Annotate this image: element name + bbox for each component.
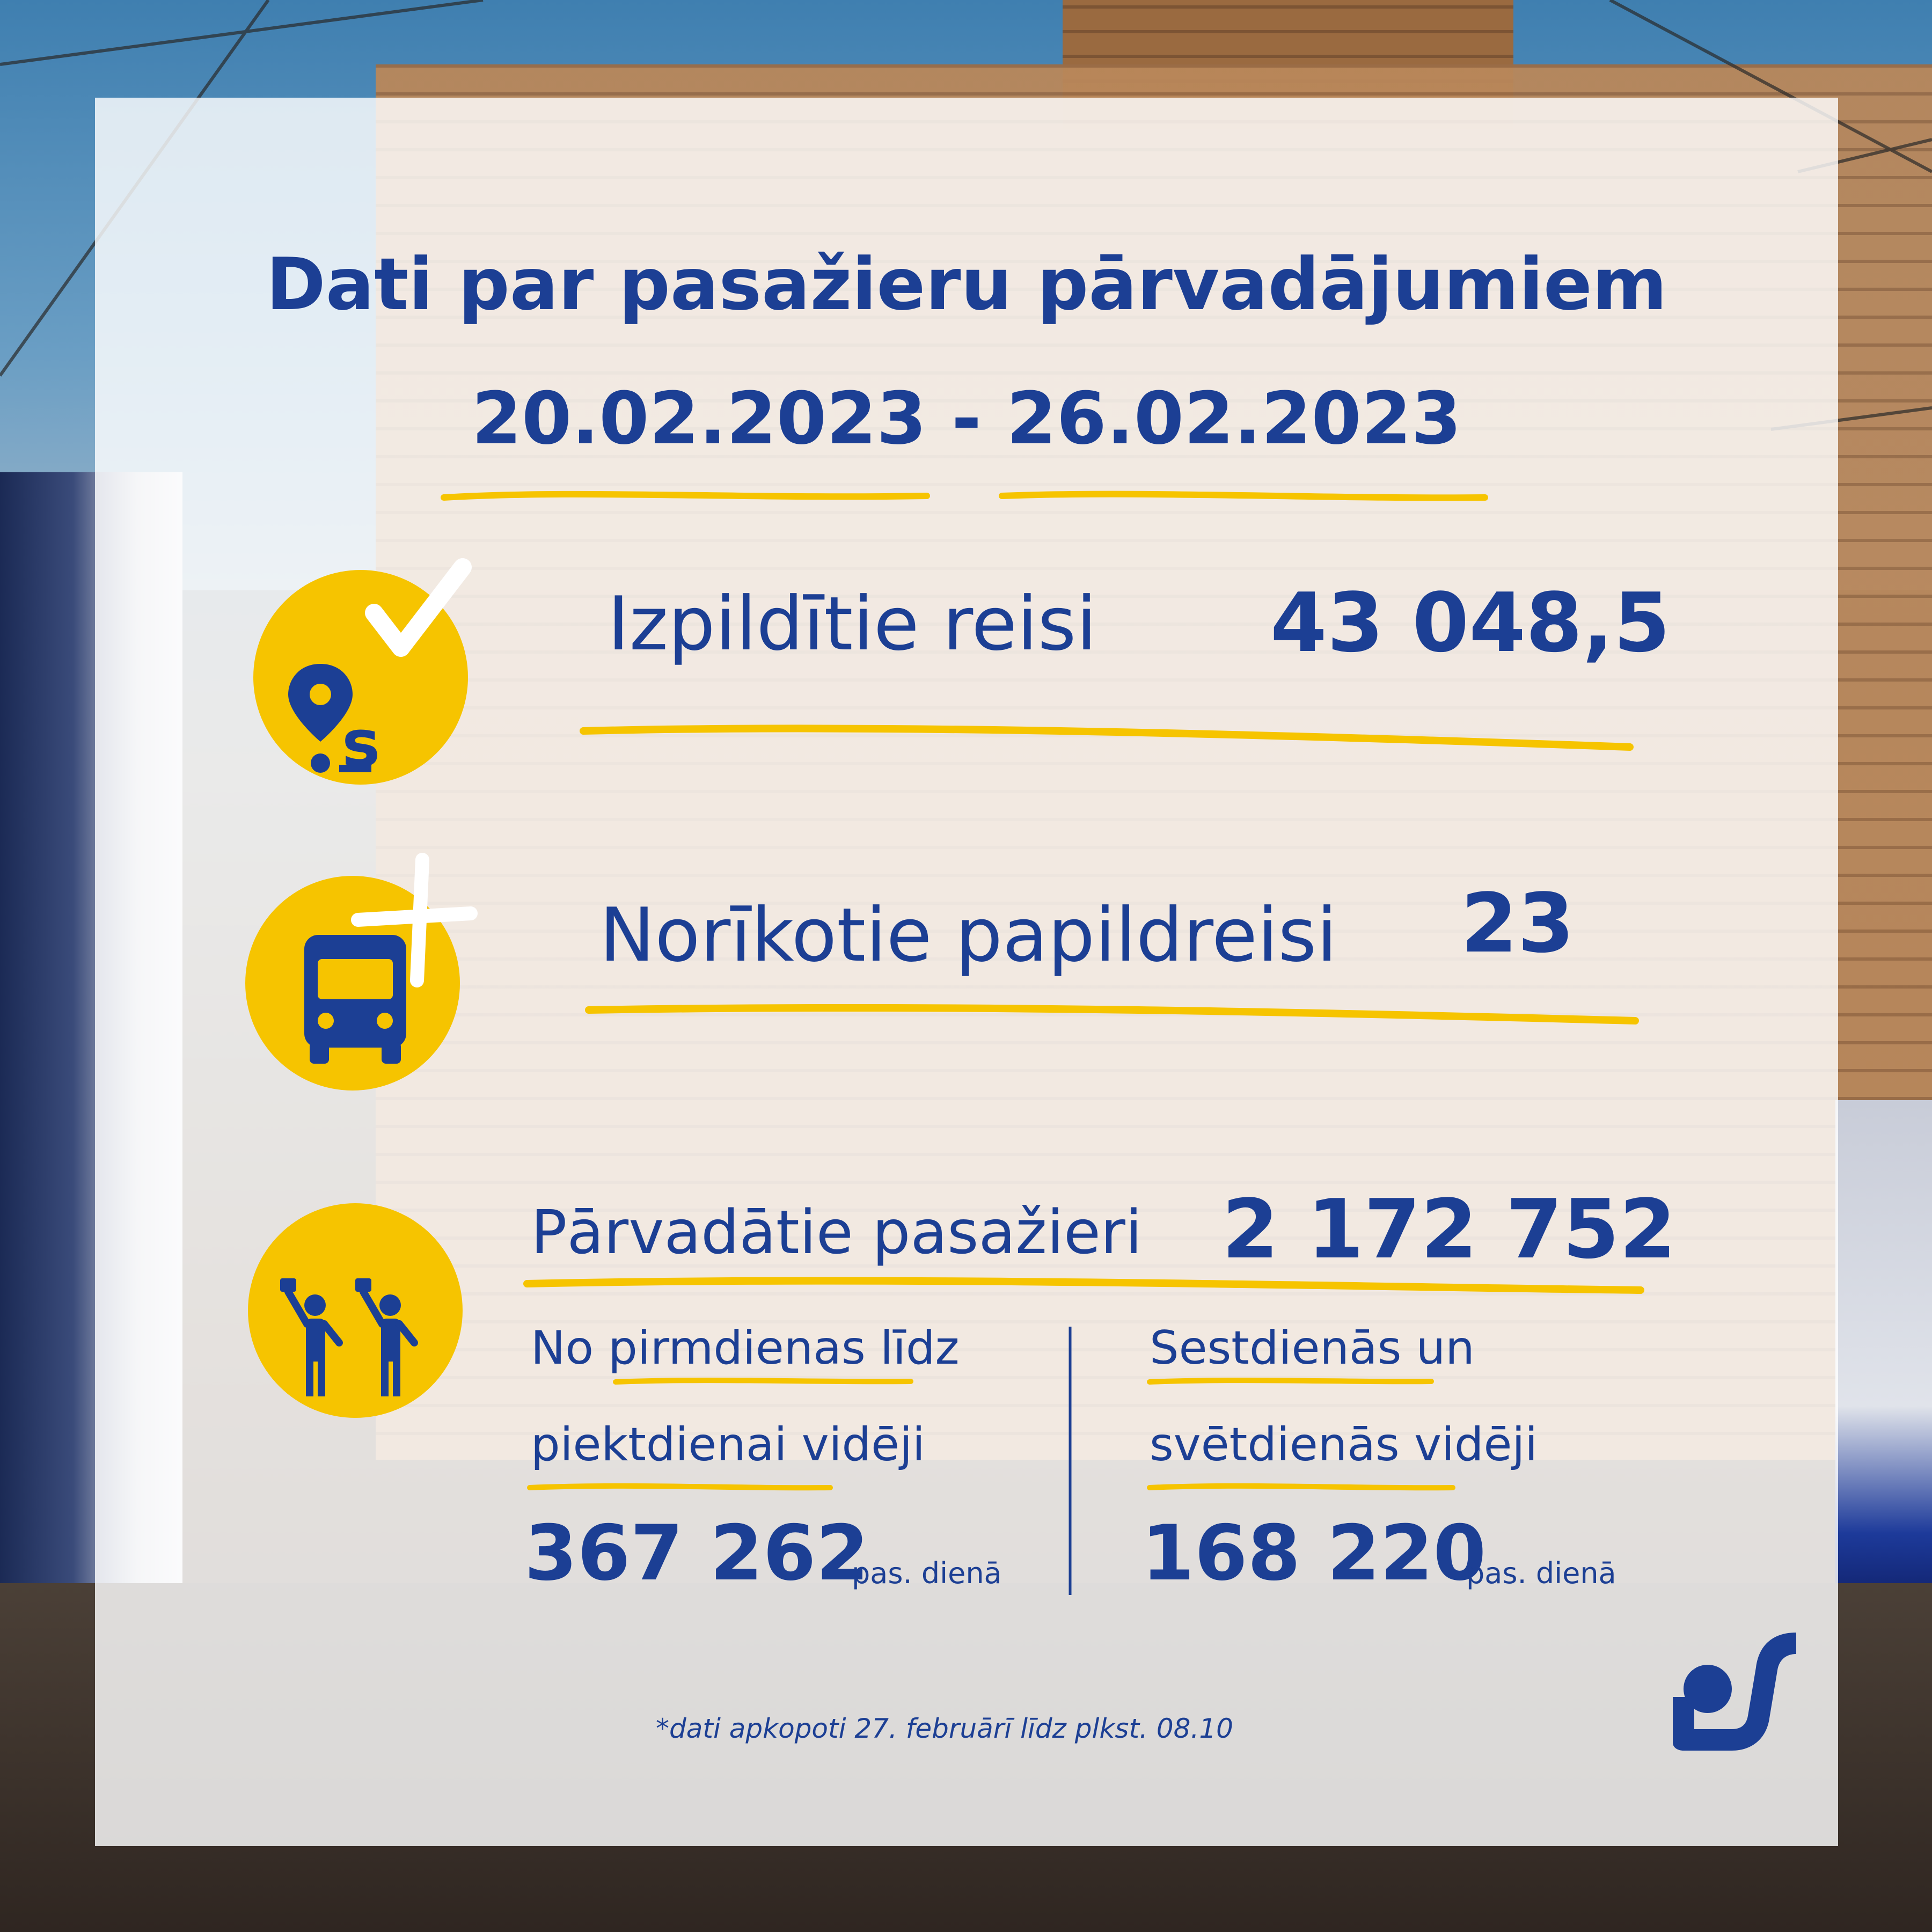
company-logo xyxy=(1662,1627,1802,1756)
svg-text:s: s xyxy=(342,707,380,781)
weekend-value: 168 220 xyxy=(1141,1509,1487,1598)
stat-label-passengers: Pārvadātie pasažieri xyxy=(531,1198,1143,1268)
weekend-label-line1: Sestdienās un xyxy=(1150,1321,1475,1375)
stat-label-trips: Izpildītie reisi xyxy=(608,581,1097,667)
route-check-icon xyxy=(248,554,506,785)
weekday-label-line2: piektdienai vidēji xyxy=(531,1418,925,1472)
bus-plus-icon xyxy=(240,849,497,1096)
stat-value-extra-trips: 23 xyxy=(1461,876,1575,971)
weekday-value: 367 262 xyxy=(524,1509,869,1598)
date-range: 20.02.2023 - 26.02.2023 xyxy=(471,377,1462,460)
page-title: Dati par pasažieru pārvadājumiem xyxy=(266,243,1667,326)
weekday-label-line1: No pirmdienas līdz xyxy=(531,1321,960,1375)
footnote: *dati apkopoti 27. februārī līdz plkst. 08.10 xyxy=(656,1713,1233,1744)
weekend-label-line2: svētdienās vidēji xyxy=(1150,1418,1538,1472)
stat-value-trips: 43 048,5 xyxy=(1270,575,1671,670)
weekday-unit: pas. dienā xyxy=(852,1556,1002,1590)
stat-label-extra-trips: Norīkotie papildreisi xyxy=(599,892,1337,978)
stat-value-passengers: 2 172 752 xyxy=(1222,1182,1677,1277)
info-panel xyxy=(95,98,1838,1846)
passengers-icon xyxy=(248,1198,473,1423)
weekend-unit: pas. dienā xyxy=(1466,1556,1616,1590)
